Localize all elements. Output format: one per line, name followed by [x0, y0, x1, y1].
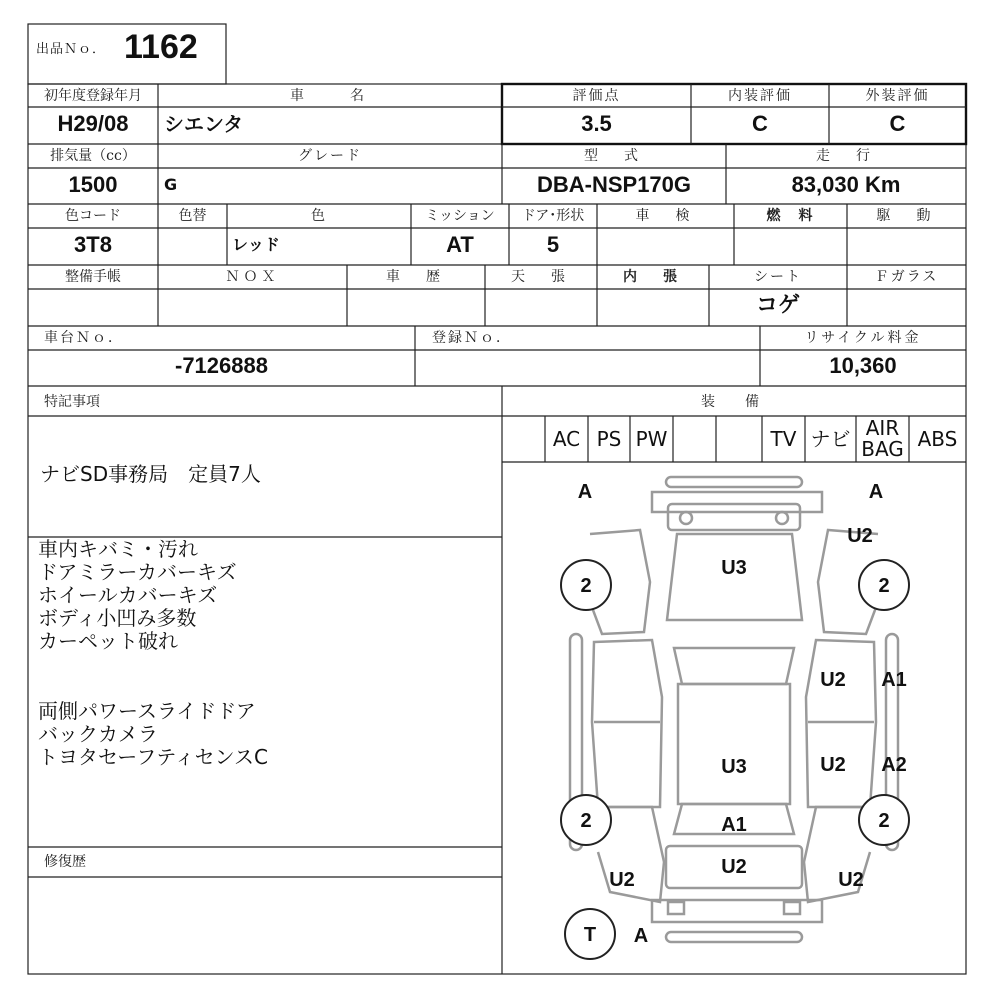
equipment-label: 装 備: [701, 394, 767, 410]
damage-mark: 2: [878, 575, 890, 597]
exterior-grade-value: C: [889, 111, 906, 136]
note-item: 車内キバミ・汚れ: [38, 537, 198, 561]
equipment-item-blank: [716, 416, 762, 462]
equipment-item-abs: ABS: [917, 427, 958, 451]
damage-mark: A: [633, 925, 649, 947]
note-item: ホイールカバーキズ: [38, 583, 218, 607]
special-notes-label: 特記事項: [44, 394, 100, 410]
note-item: 両側パワースライドドア: [38, 699, 256, 723]
lot-number: 1162: [124, 28, 198, 66]
interior-grade-label: 内装評価: [728, 88, 792, 104]
model-value: DBA-NSP170G: [536, 172, 692, 197]
seat-label: シート: [754, 269, 802, 285]
f-glass-label: Ｆガラス: [874, 269, 939, 285]
seat-value: コゲ: [755, 292, 800, 317]
note-item: ボディ小凹み多数: [38, 606, 197, 630]
notes-block1: [38, 538, 237, 653]
maintenance-book-label: 整備手帳: [65, 269, 121, 285]
nox-label: ＮＯＸ: [225, 269, 280, 285]
interior-grade-value: C: [752, 111, 768, 136]
damage-mark: A: [868, 481, 884, 503]
recycle-fee-label: リサイクル料金: [804, 330, 922, 346]
displacement-label: 排気量（cc）: [50, 148, 136, 164]
reg-date-label: 初年度登録年月: [44, 88, 142, 104]
damage-mark: A1: [881, 669, 907, 691]
car-name-label: 車 名: [290, 88, 370, 104]
notes-line1: ナビSD事務局 定員7人: [40, 462, 261, 486]
drive-label: 駆 動: [876, 208, 937, 224]
mileage-label: 走 行: [816, 148, 876, 164]
sunroof-label: 天 張: [511, 269, 571, 285]
transmission-value: AT: [446, 232, 474, 257]
color-label: 色: [311, 208, 327, 224]
score-label: 評価点: [572, 88, 621, 104]
grade-label: グレード: [298, 148, 362, 164]
mileage-value: 83,030 Km: [791, 172, 901, 197]
registration-no-label: 登録Ｎｏ．: [432, 330, 512, 346]
note-item: ドアミラーカバーキズ: [38, 560, 237, 584]
damage-mark: U2: [838, 869, 864, 891]
score-value: 3.5: [581, 111, 612, 136]
car-name-value: シエンタ: [164, 112, 244, 136]
recycle-fee-value: 10,360: [829, 353, 897, 378]
damage-mark: U3: [721, 557, 747, 579]
damage-mark: U2: [609, 869, 635, 891]
fuel-label: 燃 料: [766, 208, 815, 224]
transmission-label: ミッション: [425, 208, 495, 224]
car-damage-diagram: [502, 462, 966, 974]
reg-date-value: H29/08: [57, 111, 129, 136]
chassis-no-value: -7126888: [175, 353, 268, 378]
damage-mark: U2: [847, 525, 873, 547]
note-item: トヨタセーフティセンスC: [38, 745, 268, 769]
equipment-item-ps: PS: [596, 427, 622, 451]
note-item: バックカメラ: [38, 722, 158, 746]
damage-mark: A: [577, 481, 593, 503]
exterior-grade-label: 外装評価: [865, 88, 930, 104]
model-label: 型 式: [584, 148, 644, 164]
history-label: 車 歴: [386, 269, 446, 285]
color-change-label: 色替: [178, 208, 207, 224]
equipment-item-pw: PW: [635, 427, 668, 451]
equipment-item-airbag: AIR BAG: [861, 416, 904, 461]
damage-mark: A2: [881, 754, 907, 776]
equipment-item-blank: [673, 416, 716, 462]
color-value: レッド: [232, 235, 280, 254]
equipment-item-blank: [502, 416, 545, 462]
inspection-label: 車 検: [635, 208, 696, 224]
color-code-label: 色コード: [65, 208, 121, 224]
interior-trim-label: 内 張: [623, 269, 683, 285]
damage-mark: 2: [580, 810, 592, 832]
color-code-value: 3T8: [74, 232, 112, 257]
damage-mark: A1: [721, 814, 747, 836]
note-item: カーペット破れ: [38, 629, 178, 653]
lot-label: 出品Ｎｏ．: [36, 42, 107, 57]
damage-mark: U2: [721, 856, 747, 878]
damage-mark: U2: [820, 669, 846, 691]
door-shape-value: 5: [546, 232, 560, 257]
notes-block2: [38, 700, 268, 769]
grade-value: G: [164, 175, 178, 194]
chassis-no-label: 車台Ｎｏ．: [44, 330, 124, 346]
damage-mark: 2: [878, 810, 890, 832]
equipment-item-navi: ナビ: [810, 427, 851, 451]
equipment-item-tv: TV: [770, 427, 797, 451]
damage-mark: 2: [580, 575, 592, 597]
repair-history-label: 修復歴: [44, 854, 86, 870]
equipment-item-ac: AC: [552, 427, 581, 451]
displacement-value: 1500: [68, 172, 118, 197]
damage-mark: T: [583, 924, 597, 946]
damage-mark: U3: [721, 756, 747, 778]
damage-mark: U2: [820, 754, 846, 776]
door-shape-label: ドア･形状: [521, 208, 585, 224]
